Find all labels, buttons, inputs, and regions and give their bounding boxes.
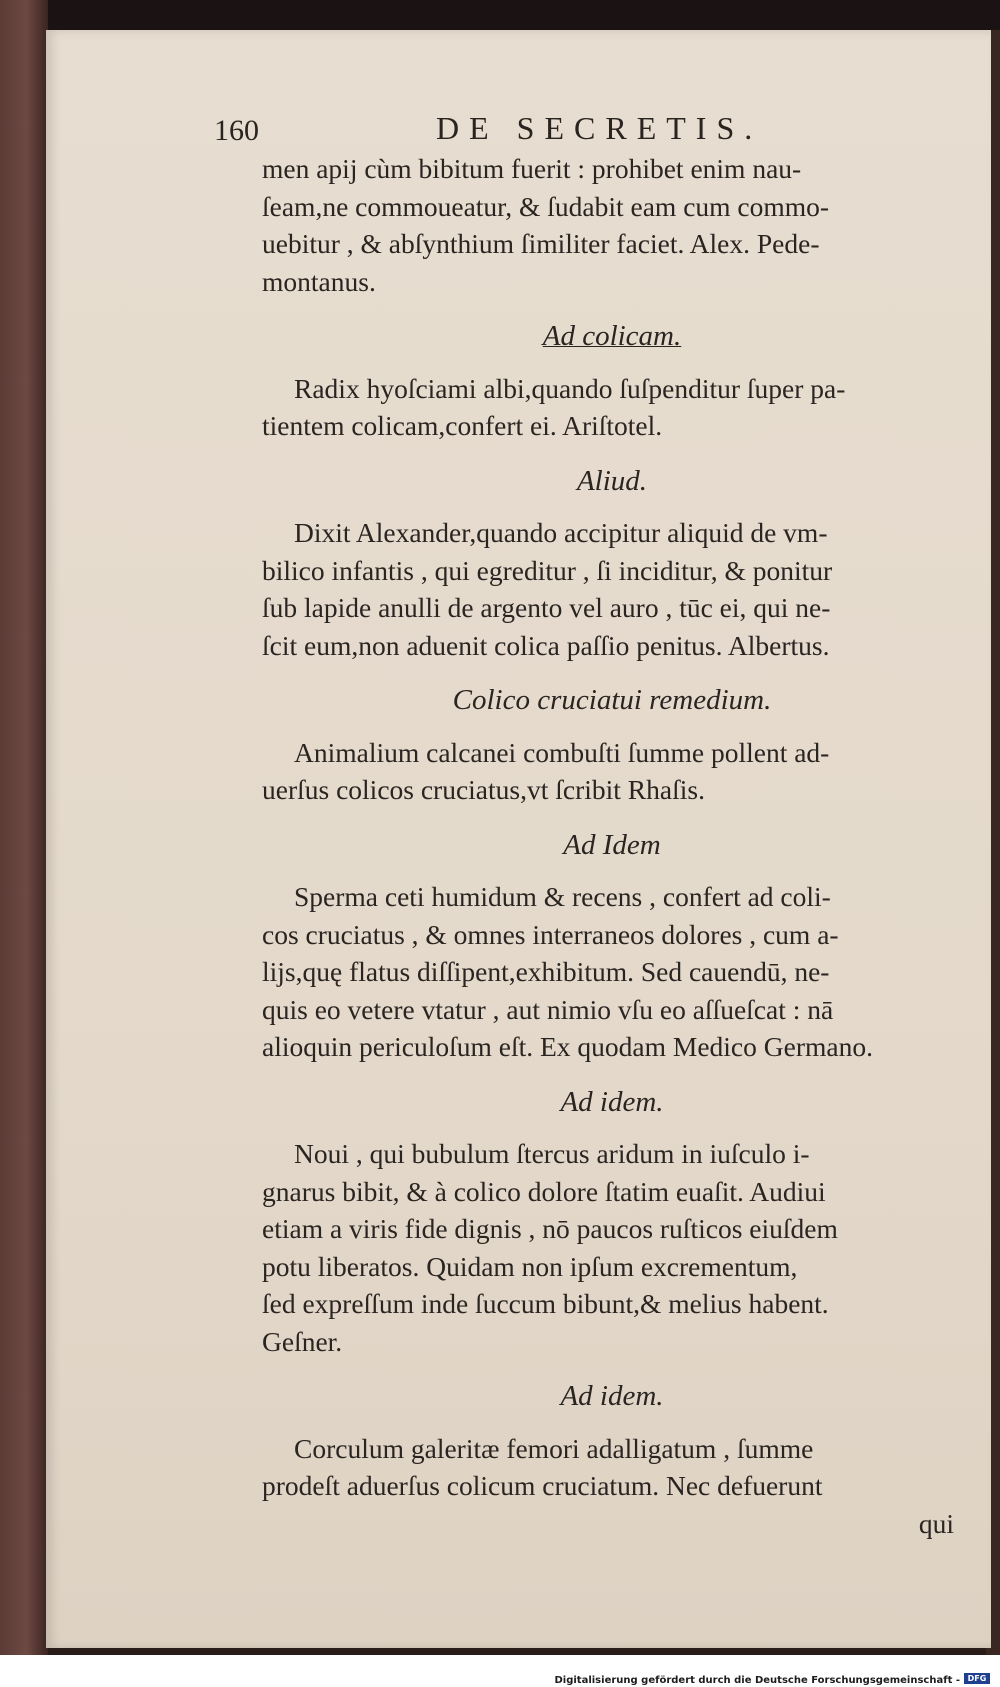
- text-line: Noui , qui bubulum ſtercus aridum in iuſculo i-: [294, 1138, 810, 1169]
- text-line: uebitur , & abſynthium ſimiliter faciet. Alex. Pede-: [262, 228, 820, 259]
- section-heading: [262, 1084, 962, 1122]
- text-line: Radix hyoſciami albi,quando ſuſpenditur ſuper pa-: [294, 372, 846, 404]
- text-line: Dixit Alexander,quando accipitur aliquid de vm-: [294, 517, 828, 548]
- text-line: ſed expreſſum inde ſuccum bibunt,& melius habent.: [262, 1288, 829, 1319]
- heading-text: Aliud.: [576, 464, 648, 497]
- heading-text: Colico cruciatui remedium.: [452, 684, 772, 716]
- text-line: men apij cùm bibitum fuerit : prohibet enim nau-: [262, 153, 802, 184]
- paragraph: [262, 734, 962, 809]
- section-heading: [262, 1378, 962, 1416]
- running-head: DE SECRETIS.: [436, 110, 763, 146]
- paragraph: [262, 878, 962, 1066]
- text-line: lijs,quę flatus diſſipent,exhibitum. Sed cauendū, ne-: [262, 956, 830, 987]
- book-spine: [0, 0, 48, 1655]
- section-heading: [262, 827, 962, 865]
- section-heading: [262, 463, 962, 501]
- text-line: alioquin periculoſum eſt. Ex quodam Medico Germano.: [262, 1031, 873, 1062]
- text-line: ſub lapide anulli de argento vel auro , tūc ei, qui ne-: [262, 592, 831, 623]
- heading-text: Ad idem.: [560, 1380, 664, 1412]
- paragraph: [262, 1430, 962, 1505]
- text-line: Sperma ceti humidum & recens , confert ad coli-: [294, 881, 831, 912]
- paragraph: [262, 1135, 962, 1360]
- text-line: ſcit eum,non aduenit colica paſſio penitus. Albertus.: [262, 629, 830, 661]
- heading-text: Ad colicam.: [542, 320, 682, 352]
- text-line: montanus.: [262, 265, 376, 297]
- text-line: tientem colicam,confert ei. Ariſtotel.: [262, 410, 663, 441]
- heading-text: Ad Idem: [563, 828, 661, 861]
- heading-text: Ad idem.: [560, 1085, 664, 1118]
- text-line: cos cruciatus , & omnes interraneos dolores , cum a-: [262, 918, 839, 950]
- section-heading: [262, 682, 962, 720]
- text-line: Corculum galeritæ femori adalligatum , ſumme: [294, 1432, 814, 1464]
- dfg-logo: DFG: [964, 1673, 990, 1684]
- paragraph-continued: [262, 150, 962, 300]
- text-line: gnarus bibit, & à colico dolore ſtatim euaſit. Audiui: [262, 1175, 826, 1207]
- funding-credit: Digitalisierung gefördert durch die Deutsche Forschungsgemeinschaft -: [554, 1675, 960, 1686]
- text-line: Geſner.: [262, 1325, 343, 1357]
- section-heading: [262, 318, 962, 356]
- text-line: etiam a viris fide dignis , nō paucos ruſticos eiuſdem: [262, 1213, 838, 1244]
- catchword: qui: [918, 1507, 954, 1539]
- paragraph: [262, 370, 962, 445]
- text-line: ſeam,ne commoueatur, & ſudabit eam cum commo-: [262, 190, 830, 222]
- text-line: prodeſt aduerſus colicum cruciatum. Nec defuerunt: [262, 1470, 823, 1501]
- page-number: 160: [214, 114, 259, 147]
- text-line: quis eo vetere vtatur , aut nimio vſu eo aſſueſcat : nā: [262, 993, 834, 1025]
- text-line: bilico infantis , qui egreditur , ſi inciditur, & ponitur: [262, 554, 833, 586]
- text-line: uerſus colicos cruciatus,vt ſcribit Rhaſis.: [262, 774, 705, 805]
- text-line: Animalium calcanei combuſti ſumme pollent ad-: [294, 736, 830, 768]
- text-line: potu liberatos. Quidam non ipſum excrementum,: [262, 1250, 798, 1282]
- paragraph: [262, 514, 962, 664]
- page-text: [262, 150, 962, 1542]
